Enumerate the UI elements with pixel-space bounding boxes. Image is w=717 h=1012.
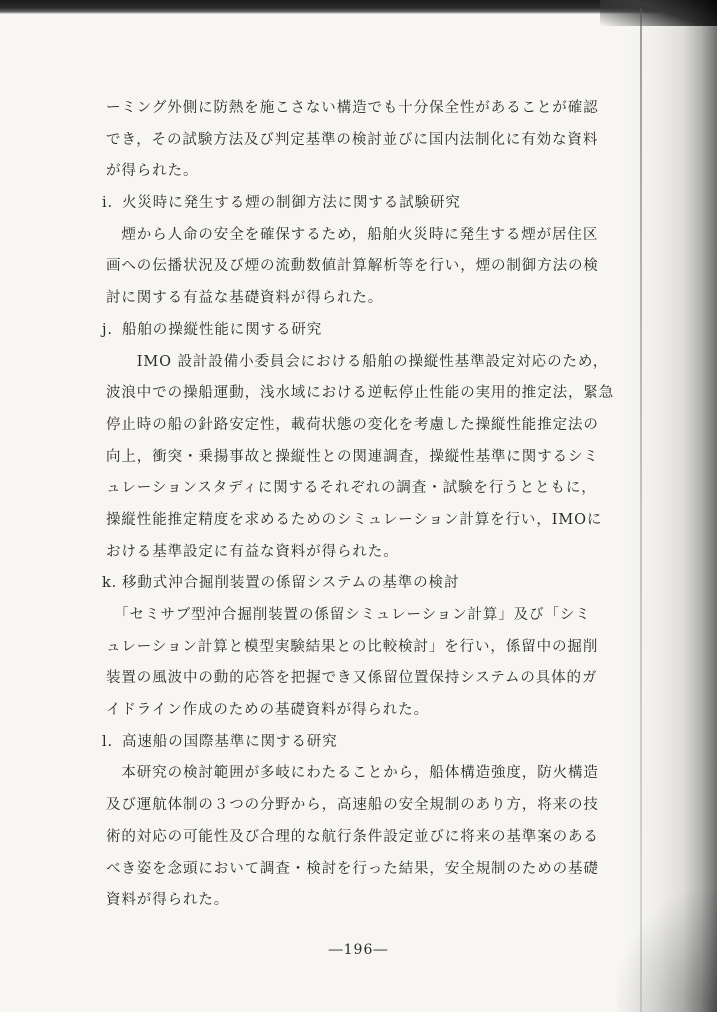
text-line: おける基準設定に有益な資料が得られた。 xyxy=(106,543,399,560)
text-line: 波浪中での操船運動，浅水域における逆転停止性能の実用的推定法，緊急 xyxy=(106,385,615,402)
body-text xyxy=(102,93,626,917)
text-line: イドライン作成のための基礎資料が得られた。 xyxy=(106,702,429,719)
section-letter: j. xyxy=(102,321,113,338)
text-line: 停止時の船の針路安定性，載荷状態の変化を考慮した操縦性能推定法の xyxy=(106,416,599,433)
page-edge xyxy=(640,8,642,1012)
section-letter: i. xyxy=(102,195,114,212)
text-line: IMO 設計設備小委員会における船舶の操縦性基準設定対応のため， xyxy=(106,353,609,370)
text-line: 煙から人命の安全を確保するため，船舶火災時に発生する煙が居住区 xyxy=(106,226,599,243)
text-line: 「セミサブ型沖合掘削装置の係留シミュレーション計算」及び「シミ xyxy=(106,607,591,623)
text-line: 向上，衝突・乗揚事故と操縦性との関連調査，操縦性基準に関するシミ xyxy=(106,448,599,465)
section-heading xyxy=(102,188,626,220)
section-title: 移動式沖合掘削装置の係留システムの基準の検討 xyxy=(122,575,460,592)
text-line: でき，その試験方法及び判定基準の検討並びに国内法制化に有効な資料 xyxy=(106,131,599,148)
text-line: 操縦性能推定精度を求めるためのシミュレーション計算を行い，IMOに xyxy=(106,511,603,528)
section-title: 船舶の操縦性能に関する研究 xyxy=(122,321,323,338)
text-line: べき姿を念頭において調査・検討を行った結果，安全規制のための基礎 xyxy=(106,860,599,877)
section-heading xyxy=(102,315,626,347)
text-line: 装置の風波中の動的応答を把握でき又係留位置保持システムの具体的ガ xyxy=(106,670,598,687)
text-line: ュレーションスタディに関するそれぞれの調査・試験を行うとともに， xyxy=(106,480,597,497)
text-line: 本研究の検討範囲が多岐にわたることから，船体構造強度，防火構造 xyxy=(106,765,599,782)
text-line: 討に関する有益な基礎資料が得られた。 xyxy=(106,290,384,307)
text-line: 画への伝播状況及び煙の流動数値計算解析等を行い，煙の制御方法の検 xyxy=(106,258,599,275)
text-line: ーミング外側に防熱を施こさない構造でも十分保全性があることが確認 xyxy=(106,100,599,116)
section-heading xyxy=(102,568,626,600)
page-number: ―196― xyxy=(328,942,389,958)
text-line: が得られた。 xyxy=(106,163,199,180)
section-letter: k. xyxy=(102,575,118,592)
text-line: ュレーション計算と模型実験結果との比較検討」を行い，係留中の掘削 xyxy=(106,638,599,655)
section-heading xyxy=(102,727,626,759)
section-letter: l. xyxy=(102,733,114,750)
section-title: 火災時に発生する煙の制御方法に関する試験研究 xyxy=(122,195,461,212)
section-title: 高速船の国際基準に関する研究 xyxy=(122,733,338,750)
text-line: 術的対応の可能性及び合理的な航行条件設定並びに将来の基準案のある xyxy=(106,828,599,845)
text-line: 及び運航体制の３つの分野から，高速船の安全規制のあり方，将来の技 xyxy=(106,797,599,814)
text-line: 資料が得られた。 xyxy=(106,892,230,909)
scan-top-shadow xyxy=(0,0,660,14)
